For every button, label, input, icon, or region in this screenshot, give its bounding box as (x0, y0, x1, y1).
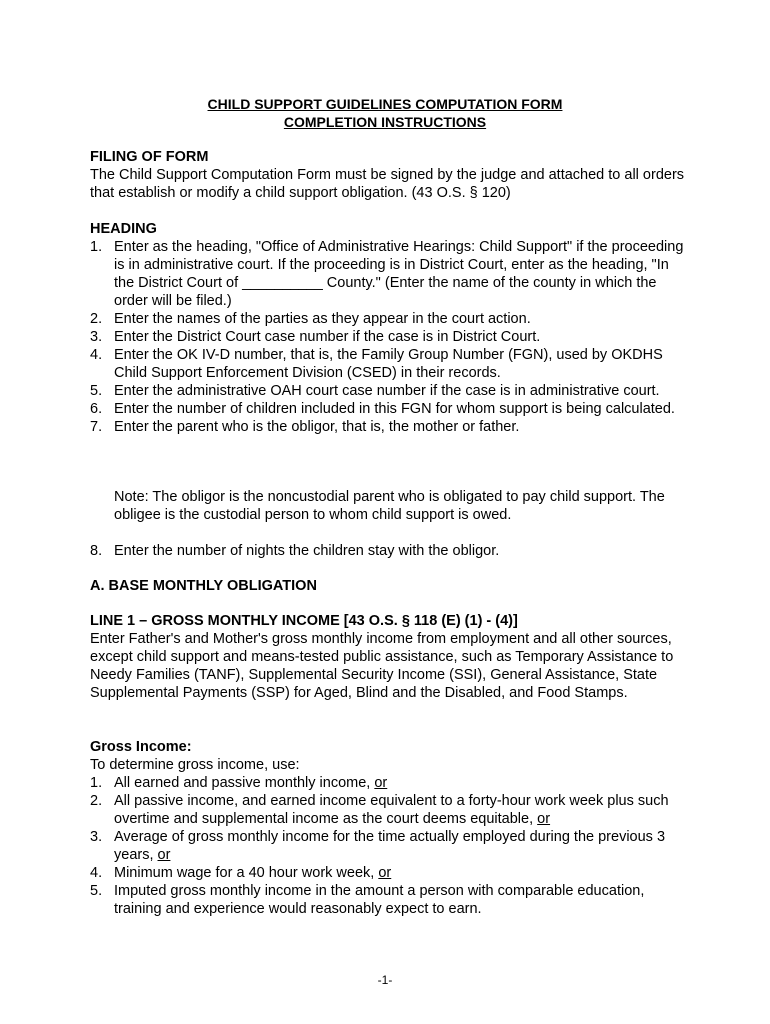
list-number: 1. (90, 775, 103, 791)
list-number: 5. (90, 383, 103, 399)
document-title (0, 95, 770, 131)
list-text: Enter the OK IV-D number, that is, the Family Group Number (FGN), used by OKDHS Child Support Enforcement Division (CSED) in their records. (114, 347, 663, 381)
line1-heading: LINE 1 – GROSS MONTHLY INCOME [43 O.S. § 118 (E) (1) - (4)] (90, 613, 518, 629)
list-item (90, 400, 690, 418)
list-number: 1. (90, 239, 103, 255)
list-item (90, 328, 690, 346)
or-connector: or (537, 811, 551, 827)
list-number: 7. (90, 419, 103, 435)
or-connector: or (378, 865, 392, 881)
list-item (90, 774, 690, 792)
list-text: All earned and passive monthly income, (114, 775, 375, 791)
list-item (90, 882, 690, 918)
list-number: 2. (90, 793, 103, 809)
heading-item-8 (90, 542, 690, 560)
list-number: 5. (90, 883, 103, 899)
or-connector: or (157, 847, 171, 863)
list-number: 3. (90, 829, 103, 845)
list-text: Enter the parent who is the obligor, that is, the mother or father. (114, 419, 520, 435)
heading-heading: HEADING (90, 221, 157, 237)
filing-text: The Child Support Computation Form must be signed by the judge and attached to all orders that establish or modify a child support obligation. (43 O.S. § 120) (90, 167, 685, 201)
gross-income-heading: Gross Income: (90, 739, 192, 755)
list-text: Enter the names of the parties as they appear in the court action. (114, 311, 531, 327)
section-a-heading: A. BASE MONTHLY OBLIGATION (90, 578, 317, 594)
list-text: Enter the number of children included in this FGN for whom support is being calculated. (114, 401, 675, 417)
gross-income-intro: To determine gross income, use: (90, 757, 300, 773)
list-item (90, 864, 690, 882)
list-item (90, 382, 690, 400)
list-text: Enter as the heading, "Office of Administrative Hearings: Child Support" if the proceeding is in administrative court. If the proceeding is in District Court, enter as the heading, "In the District Court of __________ County." (Enter the name of the county in which the order will be filed.) (114, 239, 684, 309)
list-item (90, 792, 690, 828)
list-text: Enter the District Court case number if the case is in District Court. (114, 329, 541, 345)
heading-list (90, 238, 690, 436)
list-text: Minimum wage for a 40 hour work week, (114, 865, 379, 881)
list-text: Enter the number of nights the children stay with the obligor. (114, 543, 500, 559)
list-item (90, 418, 690, 436)
heading-section (90, 220, 690, 436)
filing-section (90, 148, 690, 202)
list-item (90, 346, 690, 382)
list-number: 4. (90, 347, 103, 363)
list-text: Enter the administrative OAH court case number if the case is in administrative court. (114, 383, 660, 399)
title-line-2: COMPLETION INSTRUCTIONS (283, 114, 487, 130)
list-text: Average of gross monthly income for the time actually employed during the previous 3 years, (114, 829, 666, 863)
gross-income-section (90, 738, 690, 918)
filing-heading: FILING OF FORM (90, 149, 209, 165)
gross-income-list (90, 774, 690, 918)
line1-section (90, 612, 690, 702)
list-number: 3. (90, 329, 103, 345)
heading-list-continued (90, 542, 690, 560)
list-text: Imputed gross monthly income in the amount a person with comparable education, training and experience would reasonably expect to earn. (114, 883, 645, 917)
list-number: 4. (90, 865, 103, 881)
list-item (90, 828, 690, 864)
or-connector: or (374, 775, 388, 791)
list-number: 2. (90, 311, 103, 327)
list-item (90, 310, 690, 328)
line1-text: Enter Father's and Mother's gross monthly income from employment and all other sources, except child support and means-tested public assistance, such as Temporary Assistance to Needy Families (TANF), Supplemental Security Income (SSI), General Assistance, State Supplemental Payments (SSP) for Aged, Blind and the Disabled, and Food Stamps. (90, 631, 674, 701)
title-line-1: CHILD SUPPORT GUIDELINES COMPUTATION FORM (207, 96, 563, 112)
obligor-note: Note: The obligor is the noncustodial parent who is obligated to pay child support. The obligee is the custodial person to whom child support is owed. (114, 489, 665, 523)
list-number: 6. (90, 401, 103, 417)
page-number: -1- (377, 973, 393, 987)
list-number: 8. (90, 543, 103, 559)
list-text: All passive income, and earned income equivalent to a forty-hour work week plus such overtime and supplemental income as the court deems equitable, (114, 793, 669, 827)
list-item (90, 542, 690, 560)
list-item (90, 238, 690, 310)
